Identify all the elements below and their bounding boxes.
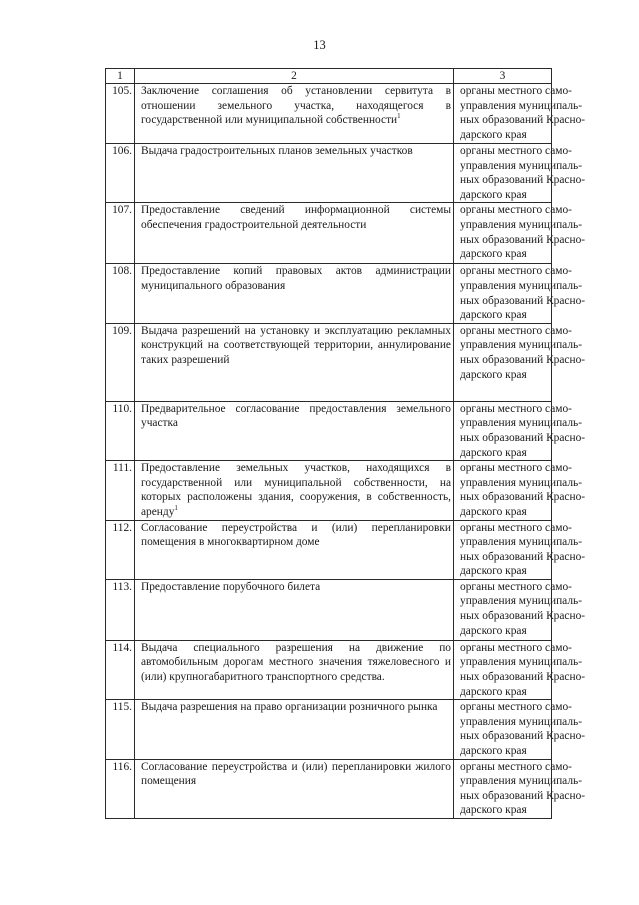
responsible-body-line: управления муниципаль- [460,595,582,608]
responsible-body-line: управления муниципаль- [460,715,582,728]
service-name-cell [135,461,454,520]
responsible-body-line: органы местного само- [460,462,572,475]
responsible-body-line: органы местного само- [460,265,572,278]
table-row [106,144,552,203]
responsible-body-line: органы местного само- [460,85,572,97]
responsible-body-line: управления муниципаль- [460,339,582,352]
table-row [106,203,552,264]
table-header [106,69,552,84]
header-col-2: 2 [135,69,454,84]
responsible-body-line: дарского края [460,128,527,141]
service-name: Предварительное согласование предоставления земельного участка [141,402,451,430]
table-row [106,401,552,460]
page-number: 13 [313,38,326,52]
row-number: 116. [106,759,135,818]
footnote-marker: 1 [397,112,401,121]
service-name-cell [135,700,454,759]
responsible-body-line: дарского края [460,248,527,261]
responsible-body-line: органы местного само- [460,521,572,534]
table-row [106,520,552,579]
responsible-body-line: дарского края [460,446,527,459]
table-row [106,461,552,520]
service-name: Согласование переустройства и (или) перепланировки помещения в многоквартирном доме [141,521,451,549]
row-number: 109. [106,323,135,401]
responsible-body-line: ных образований Красно- [460,174,586,187]
responsible-body-cell [454,520,586,579]
service-name-cell [135,759,454,818]
responsible-body-cell [454,323,586,401]
service-name: Предоставление сведений информационной системы обеспечения градостроительной деятельности [141,204,451,231]
responsible-body-line: управления муниципаль- [460,417,582,430]
responsible-body-line: управления муниципаль- [460,159,582,172]
services-table [105,68,586,819]
responsible-body-line: дарского края [460,309,527,322]
row-number: 113. [106,579,135,640]
responsible-body-line: управления муниципаль- [460,775,582,788]
row-number: 105. [106,84,135,144]
responsible-body-cell [454,203,586,264]
responsible-body-cell [454,401,586,460]
responsible-body-line: ных образований Красно- [460,789,586,802]
responsible-body-line: дарского края [460,804,527,817]
table-row [106,323,552,401]
service-name-cell [135,520,454,579]
service-name: Выдача разрешений на установку и эксплуатацию рекламных конструкций на соответствующей территории, аннулирование таких разрешений [141,324,451,366]
table-row [106,264,552,323]
responsible-body-line: ных образований Красно- [460,431,586,444]
service-name: Согласование переустройства и (или) перепланировки жилого помещения [141,760,451,788]
responsible-body-line: органы местного само- [460,204,572,217]
header-row [106,69,552,84]
responsible-body-line: ных образований Красно- [460,730,586,743]
service-name-cell [135,401,454,460]
service-name-cell [135,203,454,264]
table-row [106,640,552,699]
responsible-body-cell [454,700,586,759]
responsible-body-line: органы местного само- [460,580,572,593]
responsible-body-line: органы местного само- [460,760,572,773]
row-number: 108. [106,264,135,323]
service-name: Заключение соглашения об установлении сервитута в отношении земельного участка, находящегося в государственной или муниципальной собственности [141,85,451,127]
responsible-body-line: ных образований Красно- [460,294,586,307]
responsible-body-line: органы местного само- [460,641,572,654]
responsible-body-line: дарского края [460,188,527,201]
table-row [106,700,552,759]
footnote-marker: 1 [174,504,178,513]
service-name-cell [135,579,454,640]
responsible-body-line: дарского края [460,624,527,637]
service-name: Выдача градостроительных планов земельных участков [141,145,413,157]
row-number: 107. [106,203,135,264]
responsible-body-line: ных образований Красно- [460,550,586,563]
responsible-body-line: ных образований Красно- [460,114,586,127]
responsible-body-line: управления муниципаль- [460,279,582,292]
responsible-body-cell [454,264,586,323]
responsible-body-line: ных образований Красно- [460,491,586,504]
service-name: Выдача разрешения на право организации розничного рынка [141,701,438,714]
responsible-body-line: органы местного само- [460,701,572,714]
row-number: 106. [106,144,135,203]
table-body [106,84,586,819]
responsible-body-line: органы местного само- [460,145,572,157]
responsible-body-line: ных образований Красно- [460,233,586,246]
responsible-body-line: дарского края [460,745,527,758]
service-name-cell [135,264,454,323]
service-name-cell [135,323,454,401]
responsible-body-cell [454,84,586,144]
responsible-body-line: управления муниципаль- [460,476,582,489]
table-row [106,579,552,640]
table-row [106,84,552,144]
responsible-body-line: управления муниципаль- [460,218,582,231]
responsible-body-line: ных образований Красно- [460,610,586,623]
service-name-cell [135,144,454,203]
row-number: 114. [106,640,135,699]
header-col-1: 1 [106,69,135,84]
responsible-body-line: управления муниципаль- [460,536,582,549]
responsible-body-line: дарского края [460,505,527,518]
responsible-body-cell [454,144,586,203]
responsible-body-line: дарского края [460,685,527,698]
service-name: Выдача специального разрешения на движение по автомобильным дорогам местного значения тяжеловесного и (или) крупногабаритного транспортного средства. [141,641,451,684]
service-name: Предоставление земельных участков, находящихся в государственной или муниципальной собственности, на которых расположены здания, сооружения, в собственность, аренду [141,462,451,518]
responsible-body-line: органы местного само- [460,402,572,415]
service-name-cell [135,84,454,144]
table-row [106,759,552,818]
responsible-body-line: ных образований Красно- [460,671,586,684]
responsible-body-cell [454,759,586,818]
responsible-body-line: управления муниципаль- [460,99,582,112]
responsible-body-line: органы местного само- [460,324,572,337]
responsible-body-cell [454,579,586,640]
row-number: 112. [106,520,135,579]
responsible-body-line: управления муниципаль- [460,656,582,669]
responsible-body-line: ных образований Красно- [460,353,586,366]
row-number: 110. [106,401,135,460]
service-name: Предоставление копий правовых актов администрации муниципального образования [141,265,451,292]
service-name: Предоставление порубочного билета [141,580,321,593]
responsible-body-line: дарского края [460,368,527,381]
responsible-body-cell [454,461,586,520]
responsible-body-line: дарского края [460,565,527,578]
row-number: 115. [106,700,135,759]
header-col-3: 3 [454,69,552,84]
responsible-body-cell [454,640,586,699]
row-number: 111. [106,461,135,520]
service-name-cell [135,640,454,699]
